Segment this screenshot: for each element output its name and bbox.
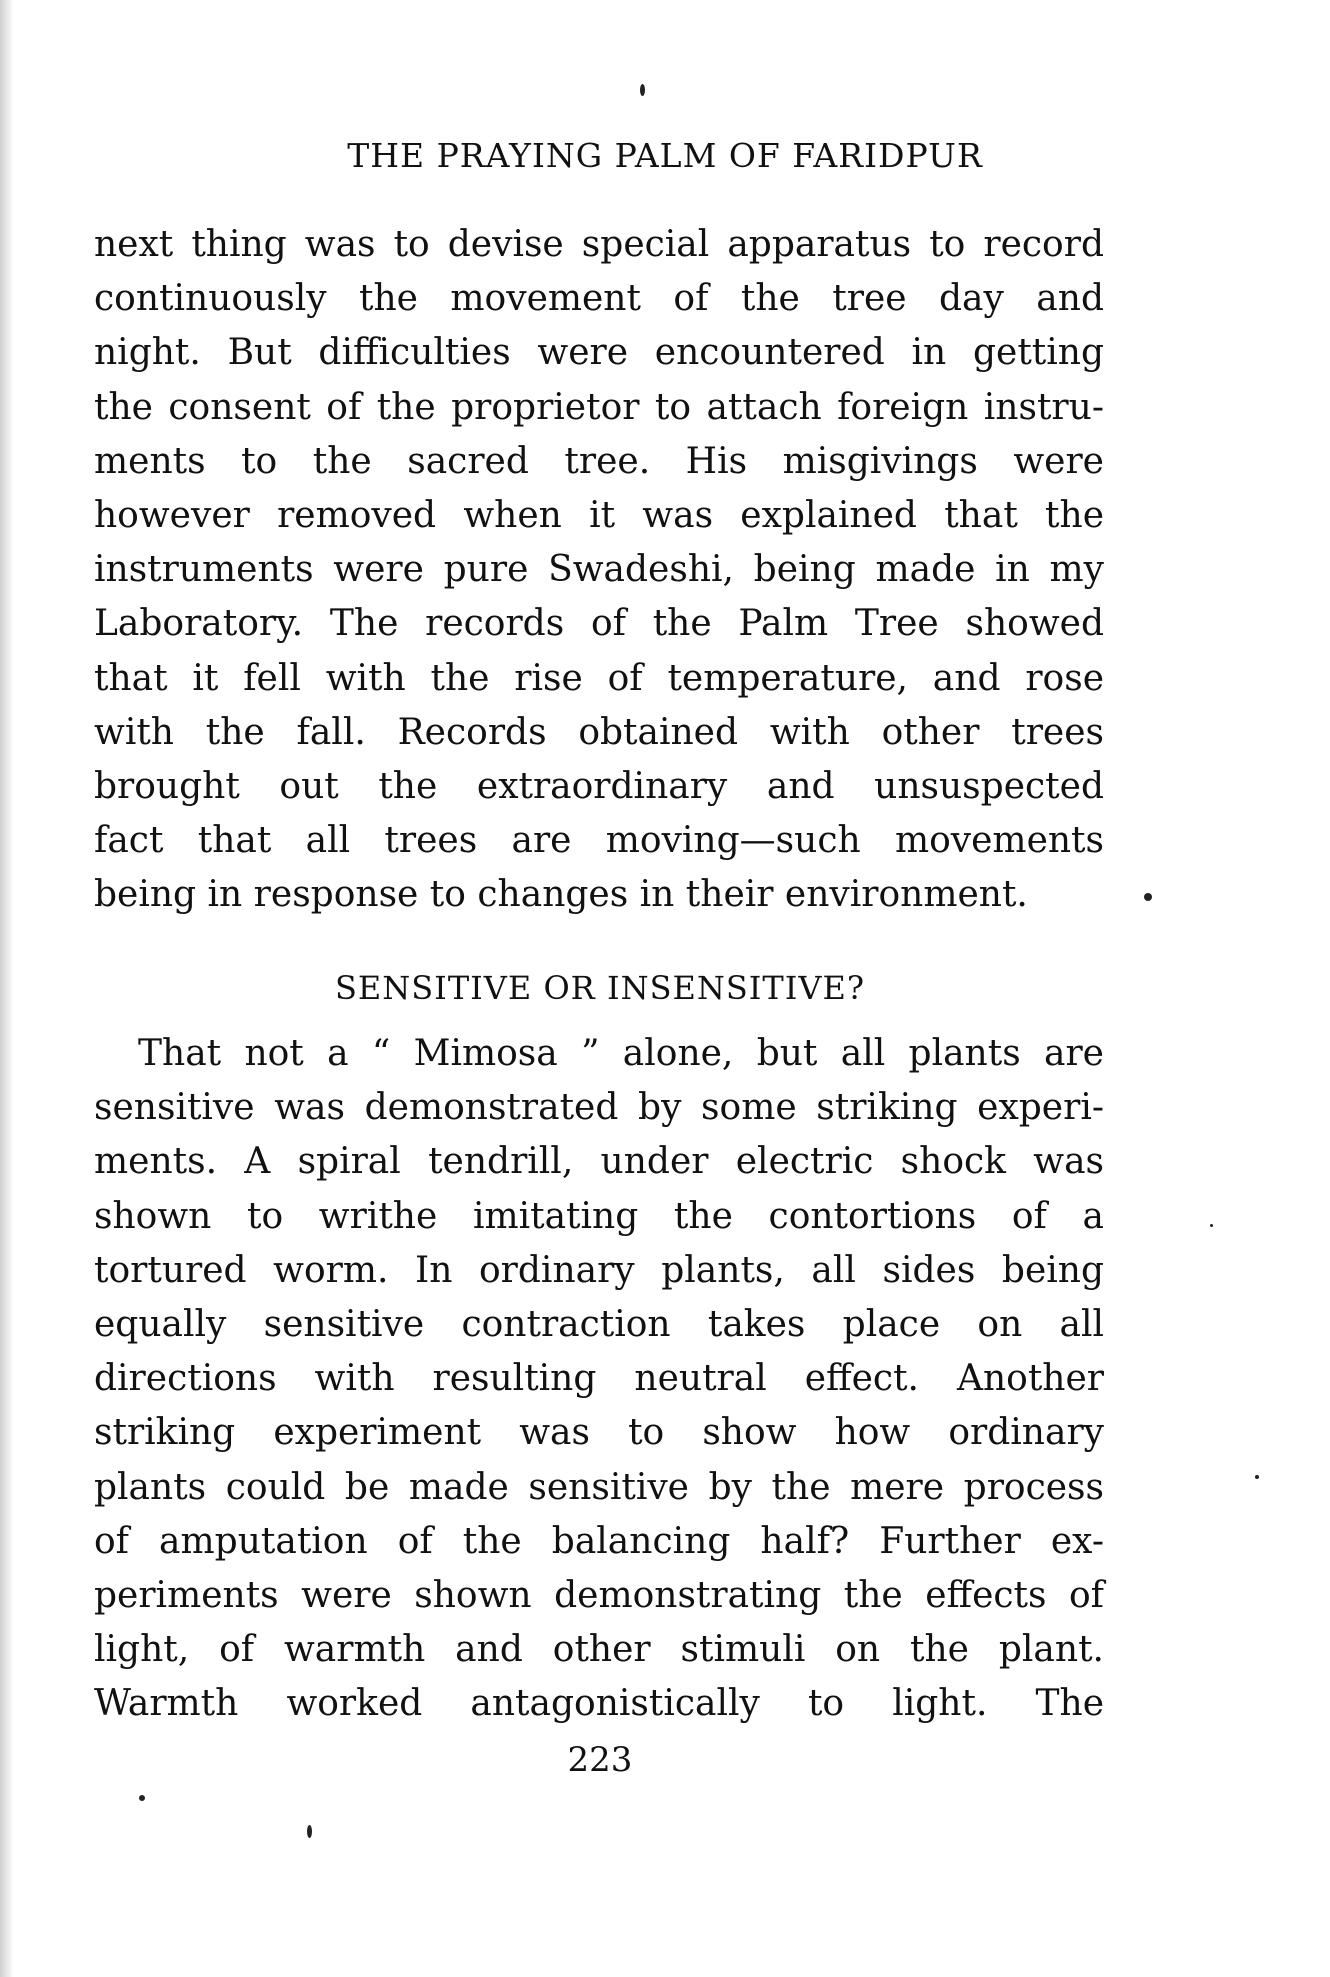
scan-speck (1210, 1224, 1213, 1227)
scan-speck (640, 84, 645, 96)
text-line: next thing was to devise special apparatus to record (94, 224, 1104, 265)
scan-speck (307, 1825, 312, 1838)
scan-speck (139, 1795, 145, 1801)
text-line: continuously the movement of the tree day and (94, 278, 1104, 320)
text-line: sensitive was demonstrated by some striking experi- (94, 1087, 1104, 1129)
text-line: tortured worm. In ordinary plants, all sides being (94, 1249, 1104, 1291)
text-line: directions with resulting neutral effect. Another (94, 1358, 1104, 1400)
text-line: light, of warmth and other stimuli on the plant. (94, 1629, 1104, 1671)
text-line: plants could be made sensitive by the mere process (94, 1466, 1104, 1508)
section-heading: SENSITIVE OR INSENSITIVE? (334, 969, 866, 1007)
running-head: THE PRAYING PALM OF FARIDPUR (347, 136, 983, 175)
text-line: night. But difficulties were encountered in getting (94, 332, 1104, 374)
text-line: that it fell with the rise of temperature, and rose (94, 657, 1104, 699)
page-number: 223 (567, 1740, 633, 1780)
text-line: with the fall. Records obtained with other trees (94, 711, 1104, 753)
text-line: the consent of the proprietor to attach foreign instru- (94, 386, 1104, 428)
text-line: fact that all trees are moving—such movements (94, 820, 1104, 862)
text-line: brought out the extraordinary and unsuspected (94, 765, 1104, 807)
paragraph-1 (94, 218, 1104, 922)
text-line: however removed when it was explained that the (94, 494, 1104, 536)
text-line: Laboratory. The records of the Palm Tree showed (94, 603, 1104, 645)
text-line: instruments were pure Swadeshi, being made in my (94, 549, 1104, 591)
text-line: Warmth worked antagonistically to light. The (94, 1683, 1104, 1725)
text-line: striking experiment was to show how ordinary (94, 1412, 1104, 1454)
text-line: of amputation of the balancing half? Further ex- (94, 1520, 1104, 1562)
text-line: equally sensitive contraction takes place on all (94, 1303, 1104, 1345)
scan-speck (1144, 893, 1152, 901)
text-line: periments were shown demonstrating the effects of (94, 1574, 1104, 1616)
scan-speck (1255, 1475, 1259, 1479)
text-line: shown to writhe imitating the contortions of a (94, 1195, 1104, 1237)
text-line: ments. A spiral tendrill, under electric shock was (94, 1141, 1104, 1183)
text-line: ments to the sacred tree. His misgivings were (94, 440, 1104, 482)
paragraph-2 (94, 1027, 1104, 1731)
text-line: being in response to changes in their environment. (94, 874, 1028, 916)
text-line: That not a “ Mimosa ” alone, but all plants are (138, 1033, 1104, 1074)
